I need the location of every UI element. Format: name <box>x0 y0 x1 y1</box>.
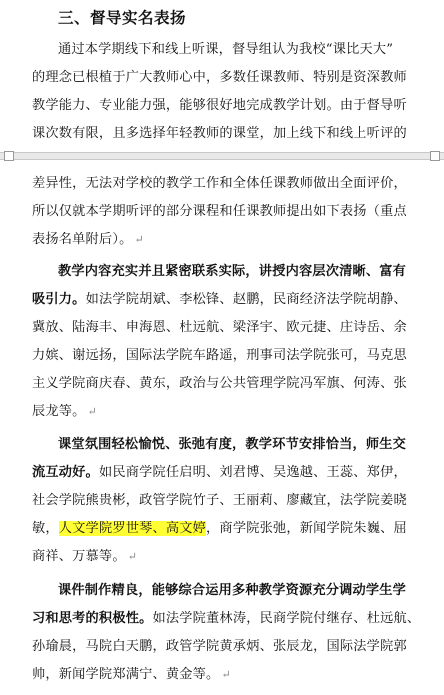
page-corner-marker <box>430 151 440 161</box>
para2-line: 冀放、陆海丰、申海恩、杜远航、梁泽宇、欧元捷、庄诗岳、余 <box>32 320 407 335</box>
para2-line: 吸引力。如法学院胡斌、李松锋、赵鹏，民商经济法学院胡静、 <box>32 292 407 307</box>
para1-line: 所以仅就本学期听评的部分课程和任课教师提出如下表扬（重点 <box>32 204 407 219</box>
para4-line: 帅，新闻学院郑满宁、黄金等。 ↵ <box>32 667 231 682</box>
para1-line: 课次数有限，且多选择年轻教师的课堂，加上线下和线上听评的 <box>32 126 407 141</box>
paragraph-mark: ↵ <box>221 668 231 681</box>
para4-line: 习和思考的积极性。如法学院董林涛，民商学院付继存、杜远航、 <box>32 611 421 626</box>
para2-line: 力嫔、谢远扬，国际法学院车路遥，刑事司法学院张可，马克思 <box>32 348 407 363</box>
paragraph-mark: ↵ <box>134 233 144 246</box>
para1-line: 表扬名单附后）。 ↵ <box>32 232 144 247</box>
paragraph-mark: ↵ <box>127 550 138 563</box>
para2-line: 辰龙等。 ↵ <box>32 404 97 419</box>
para3-line: 社会学院熊贵彬，政管学院竹子、王丽莉、廖藏宜，法学院姜晓 <box>32 493 407 508</box>
para4-line: 孙瑜晨，马院白天鹏，政管学院黄承炳、张辰龙，国际法学院郭 <box>32 639 407 654</box>
para4-bold-line: 课件制作精良，能够综合运用多种教学资源充分调动学生学 <box>58 583 407 598</box>
para3-line: 流互动好。如民商学院任启明、刘君博、吴逸越、王蕊、郑伊， <box>32 465 407 480</box>
section-heading: 三、督导实名表扬 <box>58 9 187 27</box>
para1-line: 的理念已根植于广大教师心中，多数任课教师、特别是资深教师 <box>32 70 407 85</box>
para3-line: 商祥、万慕等。 ↵ <box>32 549 138 564</box>
para3-bold-line: 课堂氛围轻松愉悦、张弛有度，教学环节安排恰当，师生交 <box>58 437 407 452</box>
para2-line: 主义学院商庆春、黄东，政治与公共管理学院冯军旗、何涛、张 <box>32 376 407 391</box>
para1-line: 通过本学期线下和线上听课，督导组认为我校“课比天大” <box>58 42 394 57</box>
para3-line: 敏，人文学院罗世琴、高文婷，商学院张弛，新闻学院朱巍、屈 <box>32 521 407 536</box>
page-break <box>0 152 444 160</box>
page-corner-marker <box>4 151 14 161</box>
para2-bold-line: 教学内容充实并且紧密联系实际，讲授内容层次清晰、富有 <box>58 264 407 279</box>
para1-line: 差异性，无法对学校的教学工作和全体任课教师做出全面评价， <box>32 176 407 191</box>
para1-line: 教学能力、专业能力强，能够很好地完成教学计划。由于督导听 <box>32 98 407 113</box>
paragraph-mark: ↵ <box>87 405 97 418</box>
highlighted-text: 人文学院罗世琴、高文婷 <box>58 521 207 536</box>
